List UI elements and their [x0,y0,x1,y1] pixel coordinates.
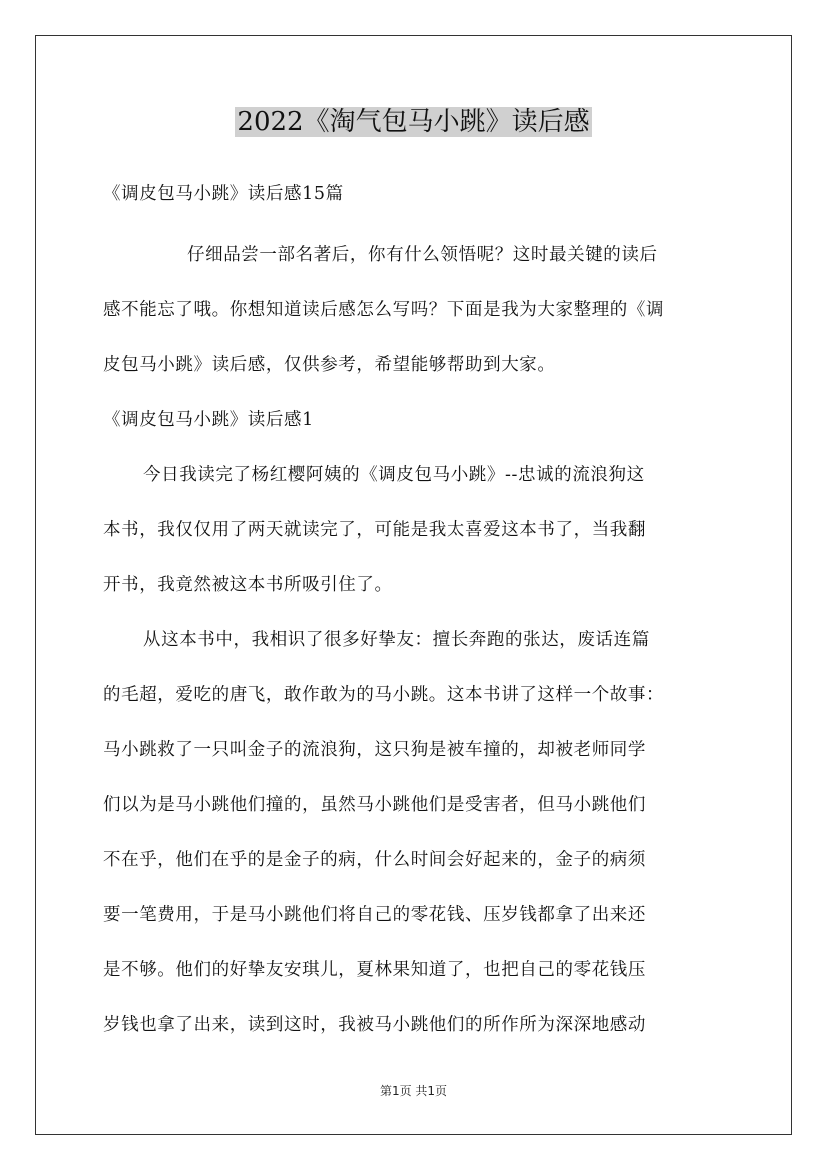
intro-line: 感不能忘了哦。你想知道读后感怎么写吗？下面是我为大家整理的《调 [103,300,665,320]
page-footer: 第1页 共1页 [379,1084,448,1098]
paragraph-line: 从这本书中，我相识了很多好挚友：擅长奔跑的张达，废话连篇 [143,630,650,650]
document-body [103,176,728,1043]
paragraph-line: 不在乎，他们在乎的是金子的病，什么时间会好起来的，金子的病须 [103,850,646,870]
paragraph-line: 是不够。他们的好挚友安琪儿，夏林果知道了，也把自己的零花钱压 [103,960,646,980]
document-title [0,100,827,144]
document-title-text: 2022《淘气包马小跳》读后感 [237,107,590,137]
paragraph-line: 们以为是马小跳他们撞的，虽然马小跳他们是受害者，但马小跳他们 [103,795,646,815]
subtitle: 《调皮包马小跳》读后感15篇 [103,184,344,204]
paragraph-line: 开书，我竟然被这本书所吸引住了。 [103,575,393,595]
paragraph-line: 要一笔费用，于是马小跳他们将自己的零花钱、压岁钱都拿了出来还 [103,905,646,925]
intro-line: 仔细品尝一部名著后，你有什么领悟呢？这时最关键的读后 [187,245,658,265]
paragraph-line: 今日我读完了杨红樱阿姨的《调皮包马小跳》--忠诚的流浪狗这 [143,465,645,485]
paragraph-line: 马小跳救了一只叫金子的流浪狗，这只狗是被车撞的，却被老师同学 [103,740,646,760]
paragraph-line: 岁钱也拿了出来，读到这时，我被马小跳他们的所作所为深深地感动 [103,1015,646,1035]
paragraph-line: 的毛超，爱吃的唐飞，敢作敢为的马小跳。这本书讲了这样一个故事： [103,685,665,705]
intro-line: 皮包马小跳》读后感，仅供参考，希望能够帮助到大家。 [103,355,556,375]
paragraph-line: 本书，我仅仅用了两天就读完了，可能是我太喜爱这本书了，当我翻 [103,520,646,540]
section-heading: 《调皮包马小跳》读后感1 [103,410,314,430]
